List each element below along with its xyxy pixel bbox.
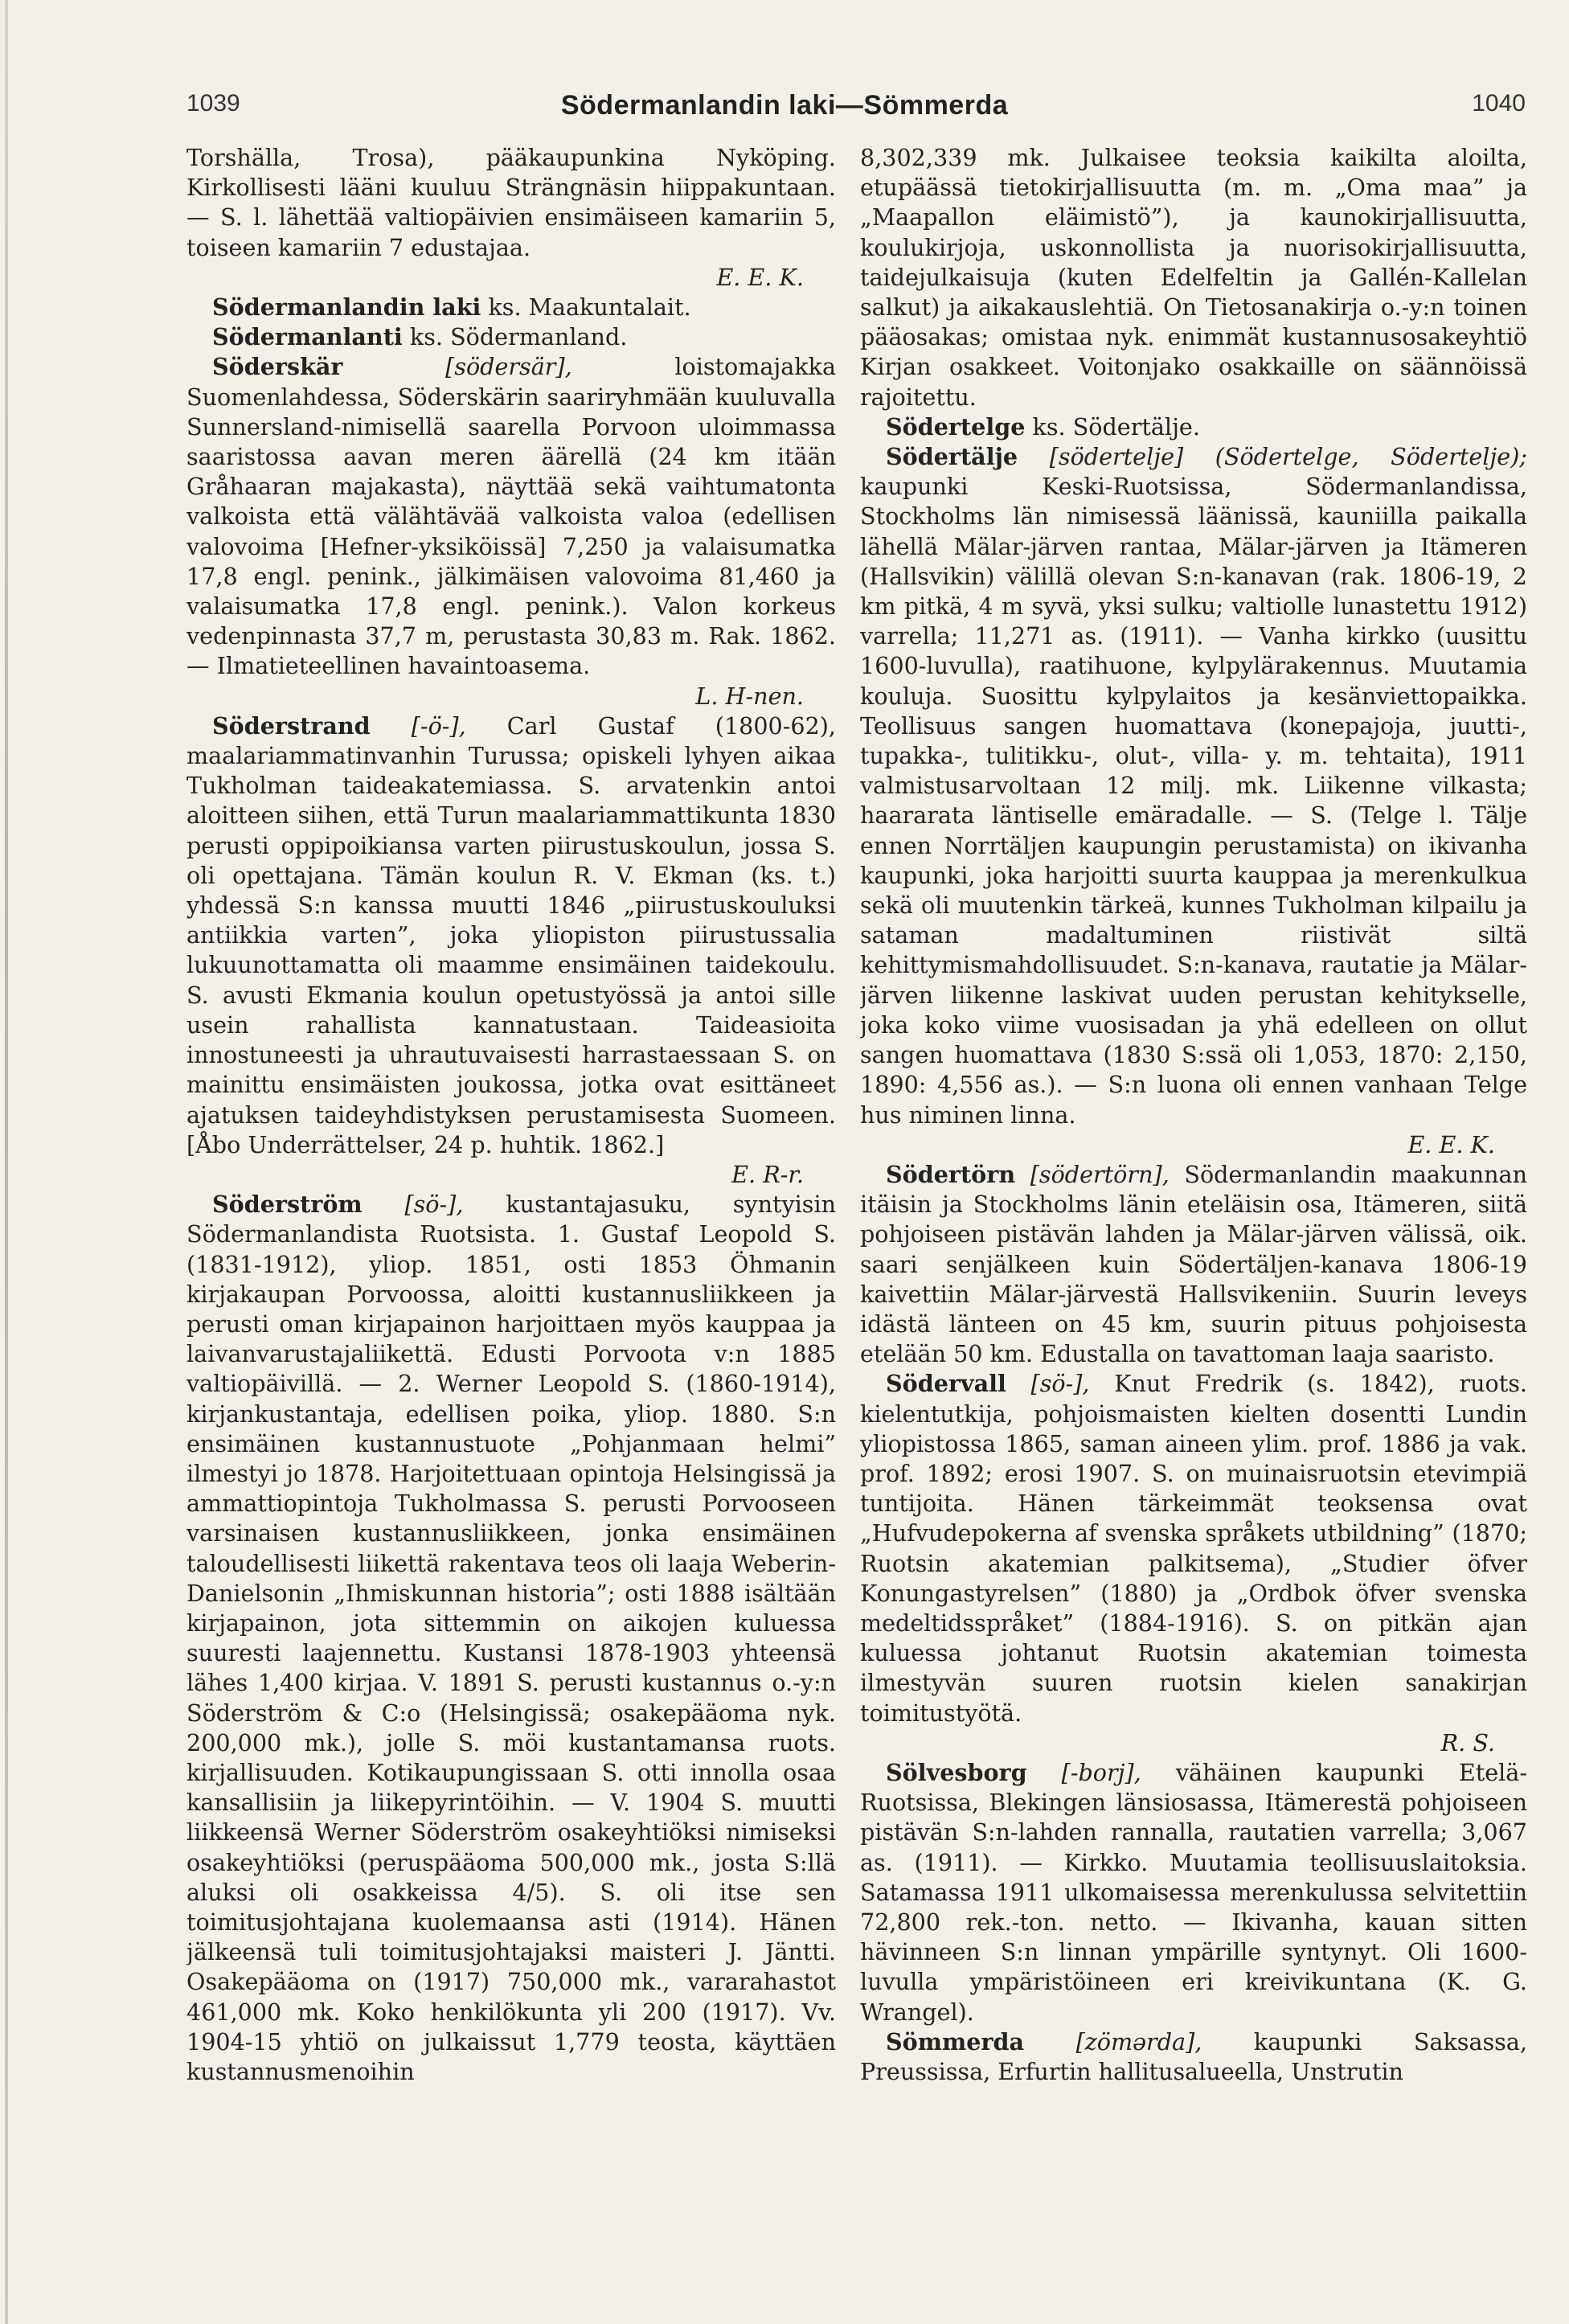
entry-text: kaupunki Keski-Ruotsissa, Södermanlandissa, Stockholms län nimisessä läänissä, kauniilla paikalla lähellä Mälar-järven rantaa, Mälar-järven ja Itämeren (Hallsvikin) välillä olevan S:n-kanavan (rak. 1806-19, 2 km pitkä, 4 m syvä, yksi sulku; valtiolle lunastettu 1912) varrella; 11,271 as. (1911). — Vanha kirkko (uusittu 1600-luvulla), raatihuone, kylpylärakennus. Muutamia kouluja. Suosittu kylpylaitos ja kesänviettopaikka. Teollisuus sangen huomattava (konepajoja, juutti-, tupakka-, tulitikku-, olut-, villa- y. m. tehtaita), 1911 valmistusarvoltaan 12 milj. mk. Liikenne vilkasta; haararata läntiselle emäradalle. — S. (Telge l. Tälje ennen Norrtäljen kaupungin perustamista) on ikivanha kaupunki, joka harjoitti suurta kauppaa ja merenkulkua sekä oli muutenkin tärkeä, kunnes Tukholman kilpailu ja sataman madaltuminen riistivät siltä kehittymismahdollisuudet. S:n-kanava, rautatie ja Mälar-järven liikenne laskivat uuden perustan kehitykselle, joka koko viime vuosisadan ja yhä edelleen on ollut sangen huomattava (1830 S:ssä oli 1,053, 1870: 2,150, 1890: 4,556 as.). — S:n luona oli ennen vanhaan Telge hus niminen linna.: [860, 473, 1527, 1129]
entry-text: 8,302,339 mk. Julkaisee teoksia kaikilta aloilta, etupäässä tietokirjallisuutta (m. m. „Oma maa” ja „Maapallon eläimistö”), ja kaunokirjallisuutta, koulukirjoja, uskonnollista ja nuorisokirjallisuutta, taidejulkaisuja (kuten Edelfeltin ja Gallén-Kallelan salkut) ja aikakauslehtiä. On Tietosanakirja o.-y:n toinen pääosakas; omistaa nyk. enimmät kustannusosakeyhtiö Kirjan osakkeet. Voitonjako osakkaille on säännöissä rajoitettu.: [860, 144, 1527, 411]
entry-text: loistomajakka Suomenlahdessa, Söderskärin saariryhmään kuuluvalla Sunnersland-nimisellä saarella Porvoon uloimmassa saaristossa aavan meren äärellä (24 km itään Gråhaaran majakasta), näyttää sekä vaihtumatonta valkoista että välähtävää valkoista valoa (edellisen valovoima [Hefner-yksiköissä] 7,250 ja valaisumatka 17,8 engl. penink., jälkimäisen valovoima 81,460 ja valaisumatka 17,8 engl. penink.). Valon korkeus vedenpinnasta 37,7 m, perustasta 30,83 m. Rak. 1862. — Ilmatieteellinen havaintoasema.: [186, 353, 836, 680]
entry-pronunciation: [sö-],: [1006, 1370, 1090, 1398]
entry-headword: Söderström: [212, 1191, 363, 1219]
author-signature: E. E. K.: [716, 263, 804, 291]
entry-pronunciation: [södertelje] (Södertelge, Södertelje);: [1018, 443, 1527, 471]
article-entry: [860, 1160, 1527, 1369]
entry-pronunciation: [södersär],: [342, 353, 572, 381]
author-signature: R. S.: [1440, 1728, 1495, 1756]
entry-pronunciation: [södertörn],: [1015, 1160, 1170, 1188]
binding-edge: [5, 0, 8, 2324]
page-header: [0, 90, 1569, 130]
page-number-right: 1040: [1472, 90, 1526, 117]
right-column: [860, 143, 1527, 2314]
entry-text: Knut Fredrik (s. 1842), ruots. kielentutkija, pohjoismaisten kielten dosentti Lundin yliopistossa 1865, saman aineen ylim. prof. 1886 ja vak. prof. 1892; erosi 1907. S. on muinaisruotsin etevimpiä tuntijoita. Hänen tärkeimmät teoksensa ovat „Hufvudepokerna af svenska språkets utbildning” (1870; Ruotsin akatemian palkitsema), „Studier öfver Konungastyrelsen” (1880) ja „Ordbok öfver svenska medeltidsspråket” (1884-1916). S. on pitkän ajan kuluessa johtanut Ruotsin akatemian toimesta ilmestyvän suuren ruotsin kielen sanakirjan toimitustyötä.: [860, 1370, 1527, 1727]
entry-headword: Söderskär: [212, 353, 343, 381]
entry-headword: Södervall: [886, 1370, 1006, 1398]
entry-pronunciation: [sö-],: [362, 1191, 464, 1219]
entry-text: kaupunki Saksassa, Preussissa, Erfurtin hallitusalueella, Unstrutin: [860, 2027, 1527, 2085]
article-entry: [860, 442, 1527, 1160]
article-entry: [186, 352, 836, 711]
entry-pronunciation: [zömərda],: [1024, 2027, 1202, 2056]
article-entry: [186, 293, 836, 322]
article-entry: [186, 711, 836, 1190]
entry-text: vähäinen kaupunki Etelä-Ruotsissa, Blekingen länsiosassa, Itämerestä pohjoiseen pistävän S:n-lahden rannalla, rautatien varrella; 3,067 as. (1911). — Kirkko. Muutamia teollisuuslaitoksia. Satamassa 1911 ulkomaisessa merenkulussa selvitettiin 72,800 rek.-ton. netto. — Ikivanha, kauan sitten hävinneen S:n linnan ympärille syntynyt. Oli 1600-luvulla ympäristöineen eri kreivikuntana (K. G. Wrangel).: [860, 1758, 1527, 2026]
entry-headword: Södertörn: [886, 1160, 1016, 1188]
page-number-left: 1039: [186, 90, 240, 117]
entry-headword: Södertälje: [886, 443, 1018, 471]
author-signature: E. E. K.: [1407, 1130, 1495, 1158]
article-entry: [860, 412, 1527, 442]
entry-text: Carl Gustaf (1800-62), maalariammatinvanhin Turussa; opiskeli lyhyen aikaa Tukholman taideakatemiassa. S. arvatenkin antoi aloitteen siihen, että Turun maalariammattikunta 1830 perusti oppipoikiansa varten piirustuskoulun, jossa S. oli opettajana. Tämän koulun R. V. Ekman (ks. t.) yhdessä S:n kanssa muutti 1846 „piirustuskouluksi antiikkia varten”, joka yliopiston piirustussalia lukuunottamatta oli maamme ensimäinen taidekoulu. S. avusti Ekmania koulun opetustyössä ja antoi sille usein rahallista kannatustaan. Taideasioita innostuneesti ja uhrautuvaisesti harrastaessaan S. on mainittu ensimäisten joukossa, jotka ovat esittäneet ajatuksen taideyhdistyksen perustamisesta Suomeen. [Åbo Underrättelser, 24 p. huhtik. 1862.]: [186, 711, 836, 1158]
article-entry: [186, 1190, 836, 2087]
article-entry: [860, 1758, 1527, 2027]
entry-pronunciation: [-borj],: [1026, 1758, 1141, 1786]
entry-headword: Södertelge: [886, 412, 1026, 441]
entry-pronunciation: [-ö-],: [370, 711, 466, 740]
entry-text: Södermanlandin maakunnan itäisin ja Stockholms länin eteläisin osa, Itämeren, siitä pohjoiseen pistävän lahden ja Mälar-järven välissä, oik. saari senjälkeen kuin Södertäljen-kanava 1806-19 kaivettiin Mälar-järvestä Hallsvikeniin. Suurin leveys idästä länteen on 45 km, suurin pituus pohjoisesta etelään 50 km. Edustalla on tavattoman laaja saaristo.: [860, 1160, 1527, 1368]
left-column: [186, 143, 836, 2314]
entry-text: ks. Södermanland.: [402, 323, 628, 351]
entry-text: kustantajasuku, syntyisin Södermanlandista Ruotsista. 1. Gustaf Leopold S. (1831-1912), yliop. 1851, osti 1853 Öhmanin kirjakaupan Porvoossa, aloitti kustannusliikkeen ja perusti oman kirjapainon harjoittaen myös kauppaa ja laivanvarustajaliikettä. Edusti Porvoota v:n 1885 valtiopäivillä. — 2. Werner Leopold S. (1860-1914), kirjankustantaja, edellisen poika, yliop. 1880. S:n ensimäinen kustannustuote „Pohjanmaan helmi” ilmestyi jo 1878. Harjoitettuaan opintoja Helsingissä ja ammattiopintoja Tukholmassa S. perusti Porvooseen varsinaisen kustannusliikkeen, jonka ensimäinen taloudellisesti liikettä rakentava teos oli laaja Weberin-Danielsonin „Ihmiskunnan historia”; osti 1888 isältään kirjapainon, jota sittemmin on aikojen kuluessa suuresti laajennettu. Kustansi 1878-1903 yhteensä lähes 1,400 kirjaa. V. 1891 S. perusti kustannus o.-y:n Söderström & C:o (Helsingissä; osakepääoma nyk. 200,000 mk.), jolle S. möi kustantamansa ruots. kirjallisuuden. Kotikaupungissaan S. otti innolla osaa kansallisiin ja liikepyrintöihin. — V. 1904 S. muutti liikkeensä Werner Söderström osakeyhtiöksi nimiseksi osakeyhtiöksi (peruspääoma 500,000 mk., josta S:llä aluksi oli osakkeissa 4/5). S. oli itse sen toimitusjohtajana kuolemaansa asti (1914). Hänen jälkeensä tuli toimitusjohtajaksi maisteri J. Jäntti. Osakepääoma on (1917) 750,000 mk., vararahastot 461,000 mk. Koko henkilökunta yli 200 (1917). Vv. 1904-15 yhtiö on julkaissut 1,779 teosta, käyttäen kustannusmenoihin: [186, 1191, 836, 2085]
author-signature: L. H-nen.: [695, 682, 804, 710]
article-entry: [860, 2027, 1527, 2087]
article-entry: [860, 143, 1527, 412]
entry-headword: Södermanlandin laki: [212, 293, 481, 322]
entry-headword: Söderstrand: [212, 711, 371, 740]
author-signature: E. R-r.: [731, 1160, 804, 1188]
entry-text: Torshälla, Trosa), pääkaupunkina Nyköping. Kirkollisesti lääni kuuluu Strängnäsin hiippakuntaan. — S. l. lähettää valtiopäivien ensimäiseen kamariin 5, toiseen kamariin 7 edustajaa.: [186, 144, 836, 261]
running-title: Södermanlandin laki—Sömmerda: [560, 90, 1009, 121]
entry-headword: Sömmerda: [886, 2027, 1025, 2056]
article-entry: [860, 1369, 1527, 1758]
entry-text: ks. Södertälje.: [1025, 412, 1200, 441]
article-entry: [186, 143, 836, 293]
entry-headword: Södermanlanti: [212, 323, 403, 351]
article-entry: [186, 322, 836, 352]
entry-headword: Sölvesborg: [886, 1758, 1027, 1786]
entry-text: ks. Maakuntalait.: [481, 293, 691, 322]
